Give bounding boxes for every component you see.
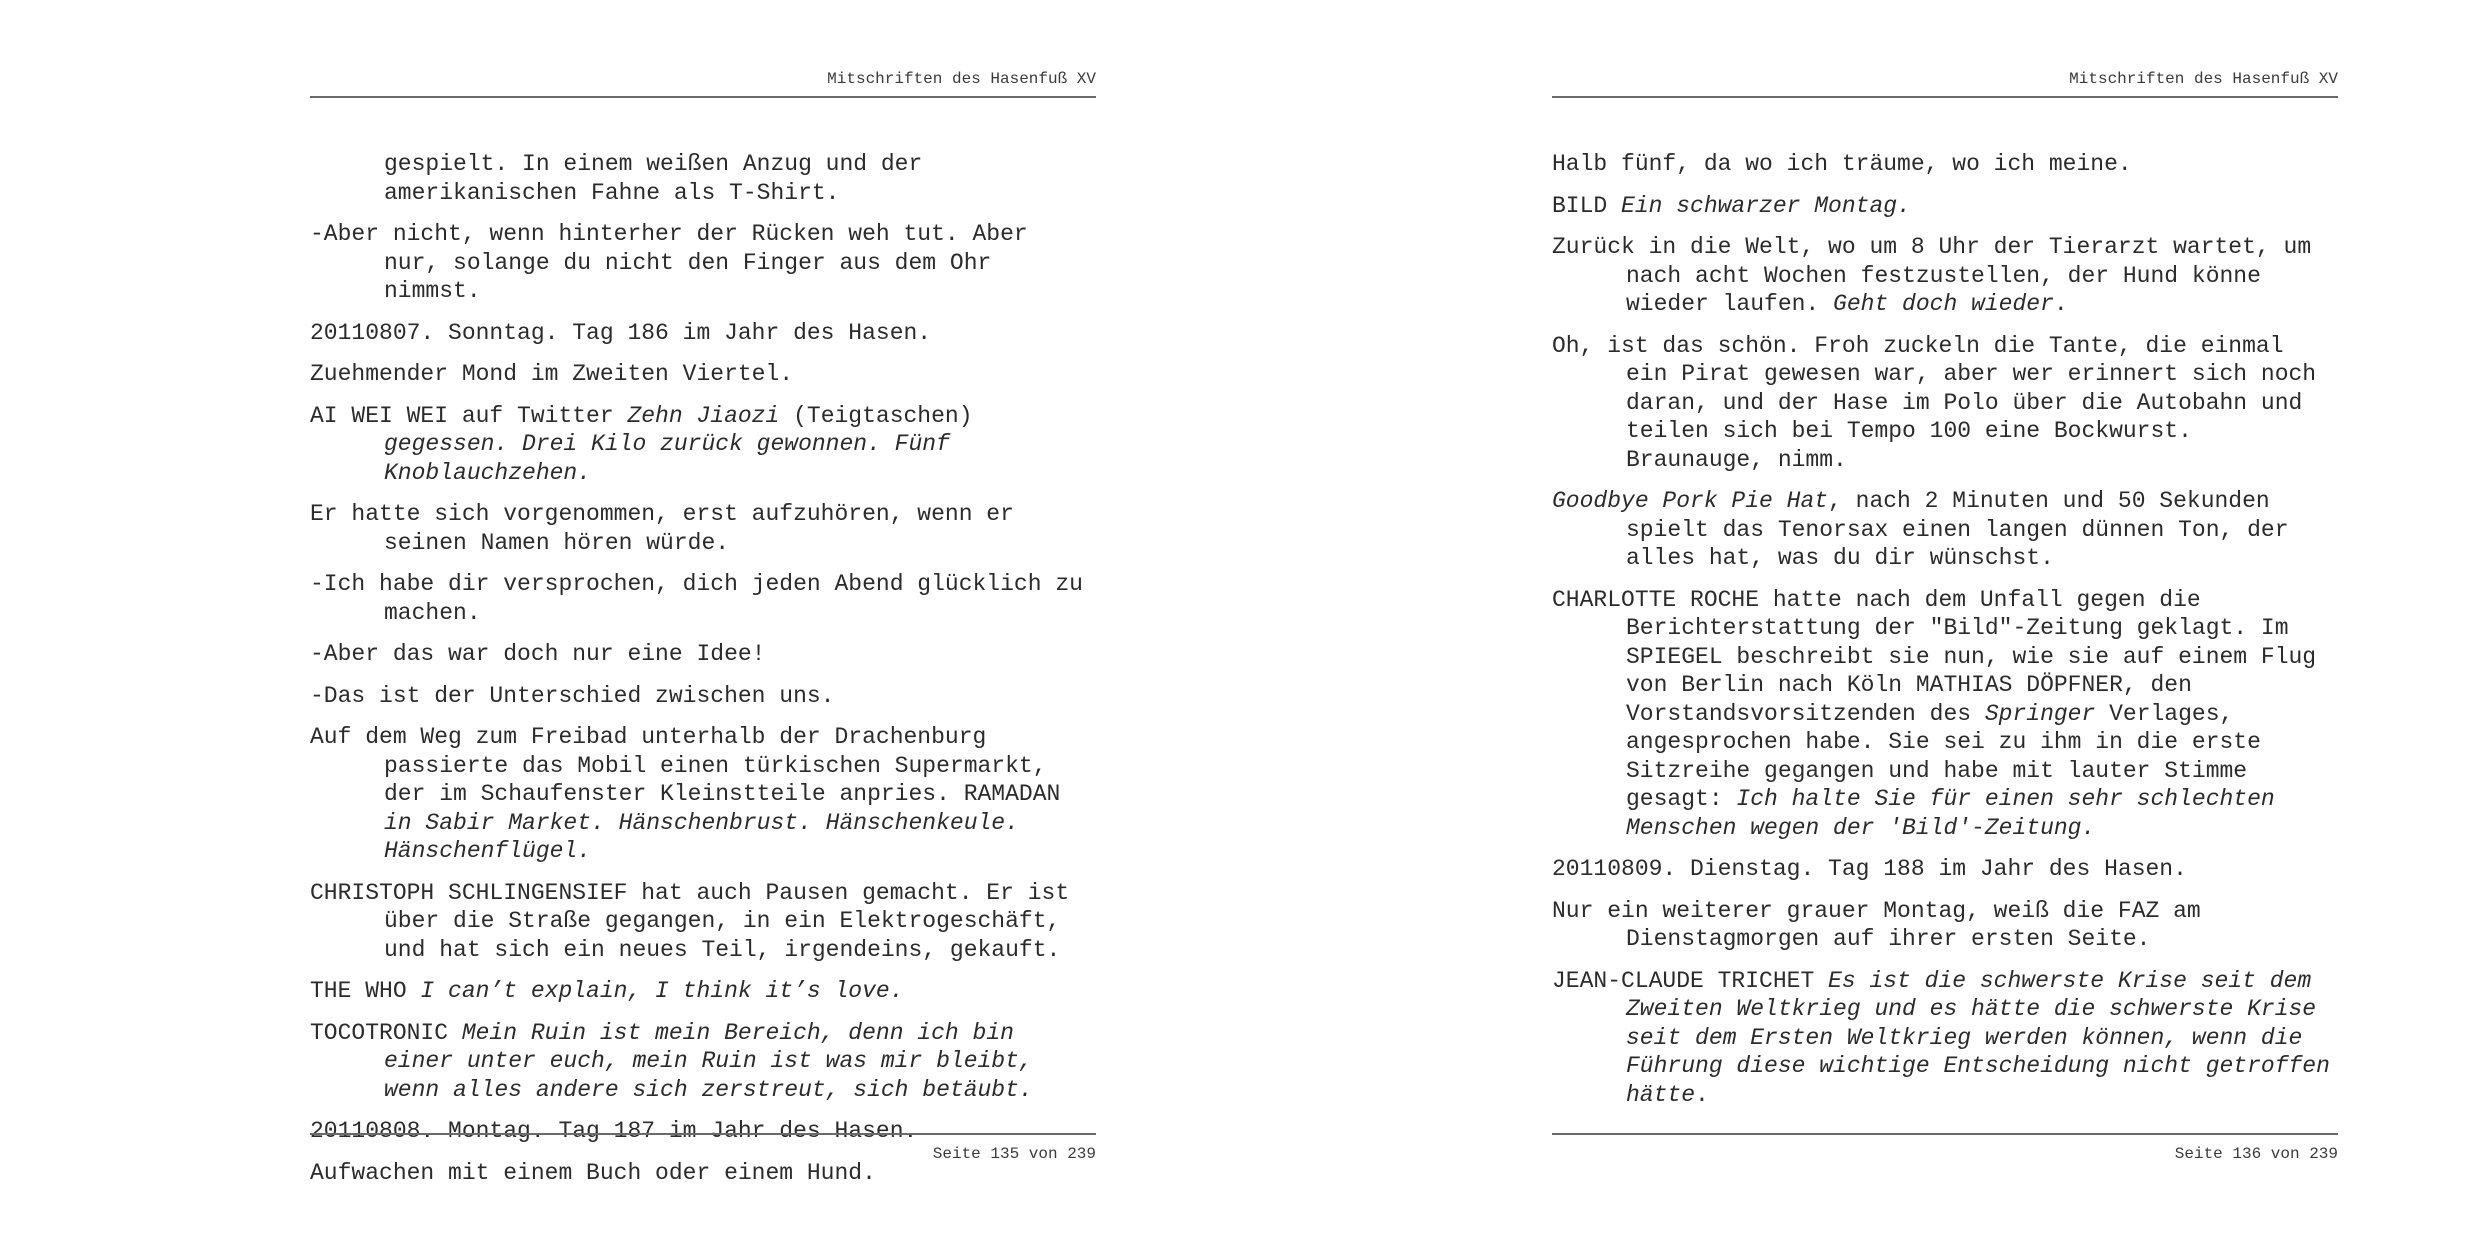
italic-run: gegessen. Drei Kilo zurück gewonnen. Fünf Knoblauchzehen. [384,431,950,486]
paragraph: -Aber das war doch nur eine Idee! [310,641,766,667]
text-run: CHARLOTTE ROCHE hatte nach dem Unfall gegen die Berichterstattung der "Bild"-Zeitung geklagt. Im SPIEGEL beschreibt sie nun, wie sie auf einem Flug von Berlin nach Köln MATHIAS DÖPFNER, den Vorstandsvorsitzenden des [1552,586,2317,727]
text-run: Zurück in die Welt, wo um 8 Uhr der Tierarzt wartet, um nach acht Wochen festzustellen, der Hund könne wieder laufen. [1552,234,2312,317]
paragraph: -Ich habe dir versprochen, dich jeden Abend glücklich zu machen. [310,571,1083,626]
italic-run: Zehn Jiaozi [627,402,780,429]
right-page [1552,0,2338,1240]
paragraph [1552,192,2338,221]
italic-run: Ich halte Sie für einen sehr schlechten Menschen wegen der 'Bild'-Zeitung. [1626,786,2275,841]
italic-run: Es ist die schwerste Krise seit dem Zweiten Weltkrieg und es hätte die schwerste Krise seit dem Ersten Weltkrieg werden können, wenn die Führung diese wichtige Entscheidung nicht getroffen hätte [1626,967,2330,1108]
paragraph: -Das ist der Unterschied zwischen uns. [310,682,835,709]
paragraph: Aufwachen mit einem Buch oder einem Hund. [310,1159,876,1186]
paragraph [1552,233,2338,319]
page-body [1552,150,2338,1122]
text-run: , nach 2 Minuten und 50 Sekunden spielt das Tenorsax einen langen dünnen Ton, der alles hat, was du dir wünschst. [1626,488,2289,571]
paragraph [310,723,1096,866]
text-run: BILD [1552,192,1622,219]
date-entry: 20110808. Montag. Tag 187 im Jahr des Hasen. [310,1118,918,1144]
paragraph [1552,967,2338,1110]
page-number: Seite 136 von 239 [1552,1133,2338,1163]
paragraph: Oh, ist das schön. Froh zuckeln die Tante, die einmal ein Pirat gewesen war, aber wer erinnert sich noch daran, und der Hase im Polo über die Autobahn und teilen sich bei Tempo 100 eine Bockwurst. Braunauge, nimm. [1552,332,2317,473]
text-run: . [1695,1081,1709,1108]
paragraph: -Aber nicht, wenn hinterher der Rücken weh tut. Aber nur, solange du nicht den Finger aus dem Ohr nimmst. [310,221,1028,304]
paragraph: Nur ein weiterer grauer Montag, weiß die FAZ am Dienstagmorgen auf ihrer ersten Seite. [1552,897,2201,952]
italic-run: I can’t explain, I think it’s love. [420,978,904,1004]
text-run: JEAN-CLAUDE TRICHET [1552,967,1829,994]
paragraph [1552,586,2338,843]
text-run: AI WEI WEI auf Twitter [310,402,628,429]
text-run: THE WHO [310,978,421,1004]
paragraph: Halb fünf, da wo ich träume, wo ich meine. [1552,151,2132,177]
paragraph [310,977,1096,1006]
page-number: Seite 135 von 239 [310,1133,1096,1163]
running-header: Mitschriften des Hasenfuß XV [310,70,1096,98]
paragraph [310,402,1096,488]
paragraph [310,1019,1096,1105]
italic-run: Goodbye Pork Pie Hat [1552,488,1829,514]
italic-run: Geht doch wieder [1833,291,2054,317]
page-body [310,150,1096,1200]
date-entry: 20110807. Sonntag. Tag 186 im Jahr des Hasen. [310,319,932,346]
text-run: Auf dem Weg zum Freibad unterhalb der Drachenburg passierte das Mobil einen türkischen Supermarkt, der im Schaufenster Kleinstteile anpries. RAMADAN [310,724,1061,807]
text-run: Verlages, angesprochen habe. Sie sei zu ihm in die erste Sitzreihe gegangen und habe mit lauter Stimme gesagt: [1626,700,2261,812]
italic-run: Mein Ruin ist mein Bereich, denn ich bin einer unter euch, mein Ruin ist was mir bleibt, wenn alles andere sich zerstreut, sich betäubt. [384,1019,1033,1103]
italic-run: Springer [1984,700,2096,727]
italic-run: in Sabir Market. Hänschenbrust. Hänschenkeule. Hänschenflügel. [384,809,1019,864]
italic-run: Ein schwarzer Montag. [1621,192,1911,219]
left-page [310,0,1096,1240]
paragraph: Zuehmender Mond im Zweiten Viertel. [310,361,794,387]
paragraph: gespielt. In einem weißen Anzug und der amerikanischen Fahne als T-Shirt. [384,151,923,206]
date-entry: 20110809. Dienstag. Tag 188 im Jahr des Hasen. [1552,856,2187,882]
running-header: Mitschriften des Hasenfuß XV [1552,70,2338,98]
text-run: . [2053,291,2068,317]
text-run: TOCOTRONIC [310,1019,462,1046]
paragraph: CHRISTOPH SCHLINGENSIEF hat auch Pausen gemacht. Er ist über die Straße gegangen, in ein Elektrogeschäft, und hat sich ein neues Teil, irgendeins, gekauft. [310,879,1070,963]
paragraph: Er hatte sich vorgenommen, erst aufzuhören, wenn er seinen Namen hören würde. [310,501,1014,556]
text-run: (Teigtaschen) [779,402,973,429]
paragraph [1552,487,2338,573]
